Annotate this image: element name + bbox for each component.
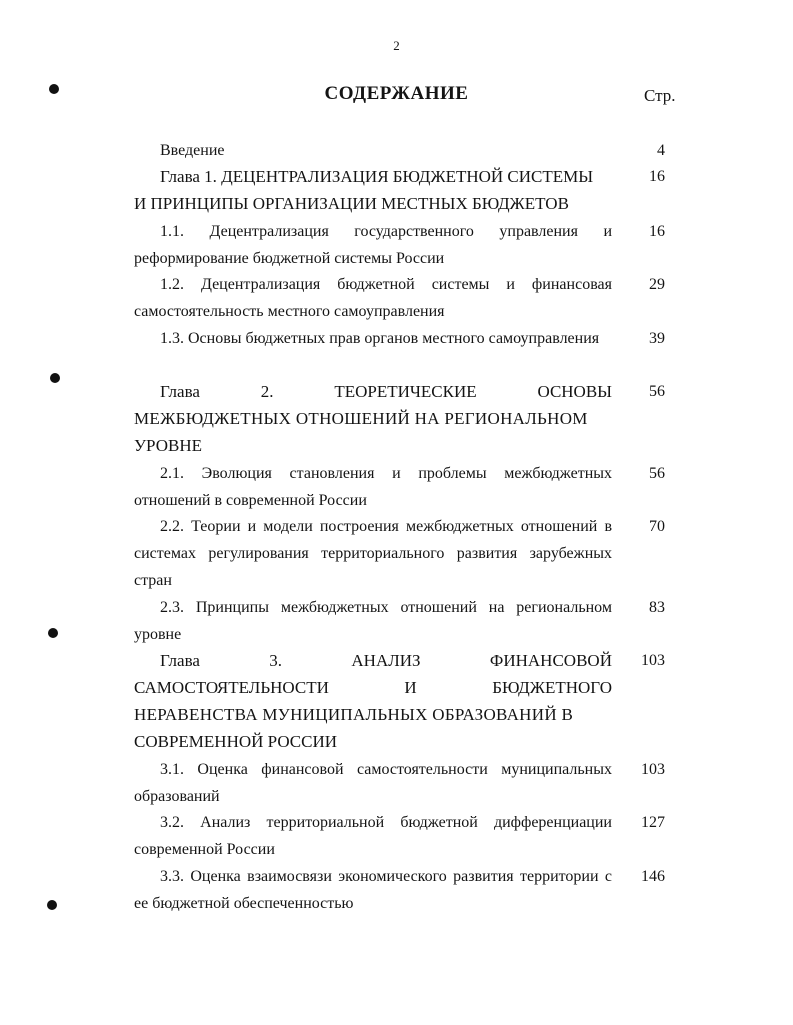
toc-entry-page: 56 xyxy=(649,465,665,482)
toc-entry-3-2 xyxy=(134,809,612,863)
toc-entry-page: 16 xyxy=(649,223,665,240)
page-title: СОДЕРЖАНИЕ xyxy=(324,83,469,104)
toc-entry-page: 146 xyxy=(641,868,665,885)
toc-entry-3-3 xyxy=(134,863,612,917)
toc-entry-page: 4 xyxy=(657,142,665,159)
punch-hole-mark xyxy=(50,373,60,383)
toc-entry-page: 103 xyxy=(641,761,665,778)
page-column-header: Стр. xyxy=(644,86,676,105)
toc-entry-1-3 xyxy=(134,325,612,352)
toc-word: 2. xyxy=(260,382,274,401)
toc-entry-chapter-2 xyxy=(134,378,612,459)
toc-entry-text: 3.3. Оценка взаимосвязи экономического развития территории с ее бюджетной обеспеченностью xyxy=(134,868,612,912)
toc-entry-text: 3.1. Оценка финансовой самостоятельности муниципальных образований xyxy=(134,761,612,805)
toc-entry-text: И ПРИНЦИПЫ ОРГАНИЗАЦИИ МЕСТНЫХ БЮДЖЕТОВ xyxy=(134,194,569,213)
toc-entry-text xyxy=(134,647,612,674)
toc-entry-chapter-1 xyxy=(134,163,612,217)
toc-entry-text: 2.2. Теории и модели построения межбюджетных отношений в системах регулирования территориального развития зарубежных стран xyxy=(134,518,612,589)
punch-hole-mark xyxy=(48,628,58,638)
page-number: 2 xyxy=(393,38,400,53)
toc-entry-2-1 xyxy=(134,460,612,514)
toc-word: 3. xyxy=(269,651,283,670)
toc-entry-3-1 xyxy=(134,756,612,810)
toc-entry-text: Введение xyxy=(160,142,225,159)
toc-entry-text: 1.1. Децентрализация государственного управления и реформирование бюджетной системы России xyxy=(134,223,612,267)
toc-word: Глава xyxy=(160,382,200,401)
toc-word: ФИНАНСОВОЙ xyxy=(489,651,612,670)
toc-entry-page: 29 xyxy=(649,276,665,293)
toc-entry-text: УРОВНЕ xyxy=(134,436,202,455)
toc-entry-page: 16 xyxy=(649,168,665,185)
toc-word: БЮДЖЕТНОГО xyxy=(492,678,612,697)
toc-word: ТЕОРЕТИЧЕСКИЕ xyxy=(334,382,477,401)
toc-entry-text: НЕРАВЕНСТВА МУНИЦИПАЛЬНЫХ ОБРАЗОВАНИЙ В xyxy=(134,705,574,724)
toc-entry-1-1 xyxy=(134,218,612,272)
toc-entry-text: 2.1. Эволюция становления и проблемы межбюджетных отношений в современной России xyxy=(134,465,612,509)
toc-entry-text xyxy=(134,674,612,701)
toc-entry-text: 3.2. Анализ территориальной бюджетной дифференциации современной России xyxy=(134,814,612,858)
toc-word: Глава xyxy=(160,651,200,670)
toc-entry-page: 83 xyxy=(649,599,665,616)
toc-word: И xyxy=(404,678,417,697)
toc-entry-2-2 xyxy=(134,513,612,594)
toc-entry-1-2 xyxy=(134,271,612,325)
toc-entry-text xyxy=(134,378,612,405)
toc-word: САМОСТОЯТЕЛЬНОСТИ xyxy=(134,678,329,697)
toc-entry-text: 2.3. Принципы межбюджетных отношений на региональном уровне xyxy=(134,599,612,643)
toc-word: ОСНОВЫ xyxy=(537,382,612,401)
toc-entry-2-3 xyxy=(134,594,612,648)
toc-entry-text: МЕЖБЮДЖЕТНЫХ ОТНОШЕНИЙ НА РЕГИОНАЛЬНОМ xyxy=(134,409,588,428)
toc-entry-text: 1.2. Децентрализация бюджетной системы и финансовая самостоятельность местного самоуправления xyxy=(134,276,612,320)
toc-entry-page: 70 xyxy=(649,518,665,535)
toc-entry-page: 56 xyxy=(649,383,665,400)
toc-entry-page: 103 xyxy=(641,652,665,669)
toc-entry-chapter-3 xyxy=(134,647,612,755)
toc-entry-page: 127 xyxy=(641,814,665,831)
toc-entry-text: 1.3. Основы бюджетных прав органов местного самоуправления xyxy=(160,330,600,347)
toc-entry-introduction xyxy=(134,137,612,164)
toc-entry-text: Глава 1. ДЕЦЕНТРАЛИЗАЦИЯ БЮДЖЕТНОЙ СИСТЕМЫ xyxy=(160,167,594,186)
toc-entry-page: 39 xyxy=(649,330,665,347)
toc-entry-text: СОВРЕМЕННОЙ РОССИИ xyxy=(134,732,338,751)
toc-word: АНАЛИЗ xyxy=(351,651,421,670)
punch-hole-mark xyxy=(49,84,59,94)
punch-hole-mark xyxy=(47,900,57,910)
